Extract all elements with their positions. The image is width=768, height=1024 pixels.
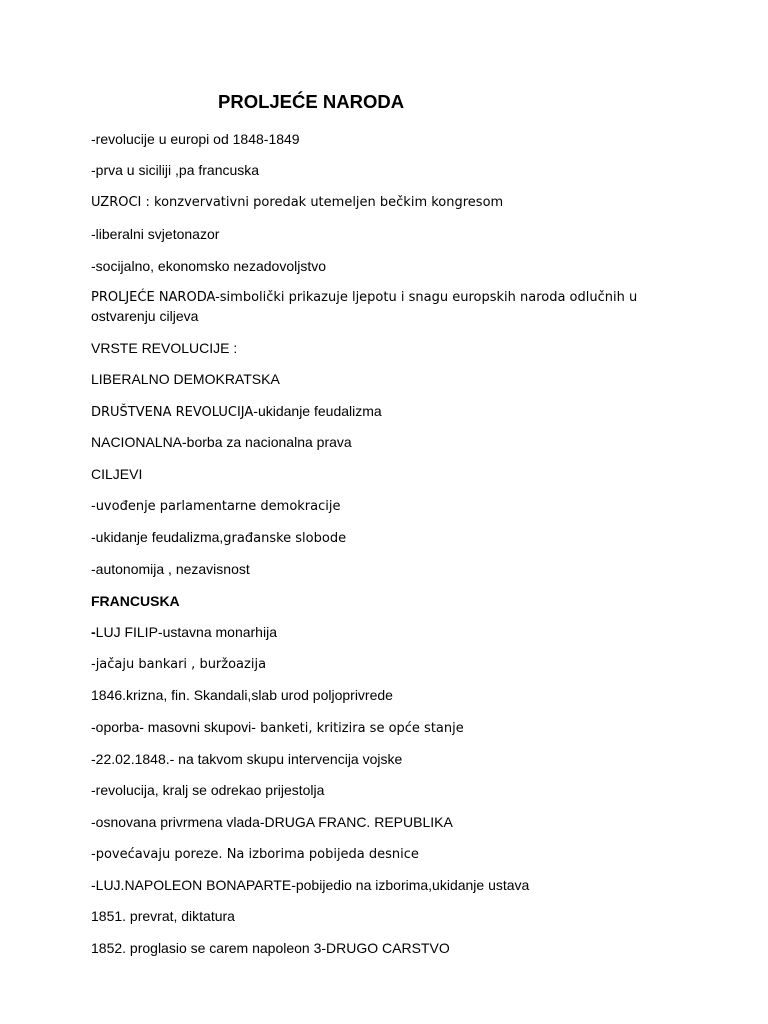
text-line (91, 402, 382, 422)
text-line (91, 623, 277, 642)
text-line: 1851. prevrat, diktatura (91, 908, 235, 924)
text-line: -socijalno, ekonomsko nezadovoljstvo (91, 258, 327, 274)
section-heading: CILJEVI (91, 466, 143, 482)
text-line: -LUJ.NAPOLEON BONAPARTE-pobijedio na izborima,ukidanje ustava (91, 877, 530, 893)
text-line: PROLJEĆE NARODA-simbolički prikazuje ljepotu i snagu europskih naroda odlučnih u (91, 290, 638, 305)
text-line: 1846.krizna, fin. Skandali,slab urod poljoprivrede (91, 687, 393, 703)
text-span: -ukidanje feudalizma, (91, 529, 224, 545)
text-line: -revolucija, kralj se odrekao prijestolja (91, 782, 325, 798)
text-line: -revolucije u europi od 1848-1849 (91, 131, 300, 147)
text-span: -ukidanje feudalizma (253, 403, 382, 419)
text-span: - (91, 624, 96, 640)
text-span: banketi, kritizira se opće stanje (255, 721, 464, 736)
text-line: -prva u siciliji ,pa francuska (91, 162, 260, 178)
text-line: -uvođenje parlamentarne demokracije (91, 499, 341, 514)
section-heading: FRANCUSKA (91, 593, 180, 609)
text-line: -osnovana privrmena vlada-DRUGA FRANC. REPUBLIKA (91, 814, 453, 830)
text-line: 1852. proglasio se carem napoleon 3-DRUGO CARSTVO (91, 940, 450, 956)
text-line: -jačaju bankari , buržoazija (91, 657, 267, 672)
text-line: UZROCI : konzvervativni poredak utemeljen bečkim kongresom (91, 195, 504, 210)
text-span: -oporba- masovni skupovi- (91, 719, 256, 735)
text-line: LIBERALNO DEMOKRATSKA (91, 371, 280, 387)
text-line: -22.02.1848.- na takvom skupu intervencija vojske (91, 751, 403, 767)
text-line (91, 528, 346, 548)
text-span: LUJ FILIP-ustavna monarhija (95, 624, 277, 640)
text-line: ostvarenju ciljeva (91, 308, 199, 324)
text-span: građanske slobode (223, 531, 347, 546)
section-heading: VRSTE REVOLUCIJE : (91, 340, 238, 356)
text-line: NACIONALNA-borba za nacionalna prava (91, 434, 352, 450)
text-line: -liberalni svjetonazor (91, 226, 220, 242)
document-title: PROLJEĆE NARODA (218, 91, 405, 112)
text-line: -autonomija , nezavisnost (91, 561, 250, 577)
text-line (91, 718, 464, 738)
text-span: DRUŠTVENA REVOLUCIJA (91, 405, 254, 420)
text-line: -povećavaju poreze. Na izborima pobijeda desnice (91, 847, 419, 862)
